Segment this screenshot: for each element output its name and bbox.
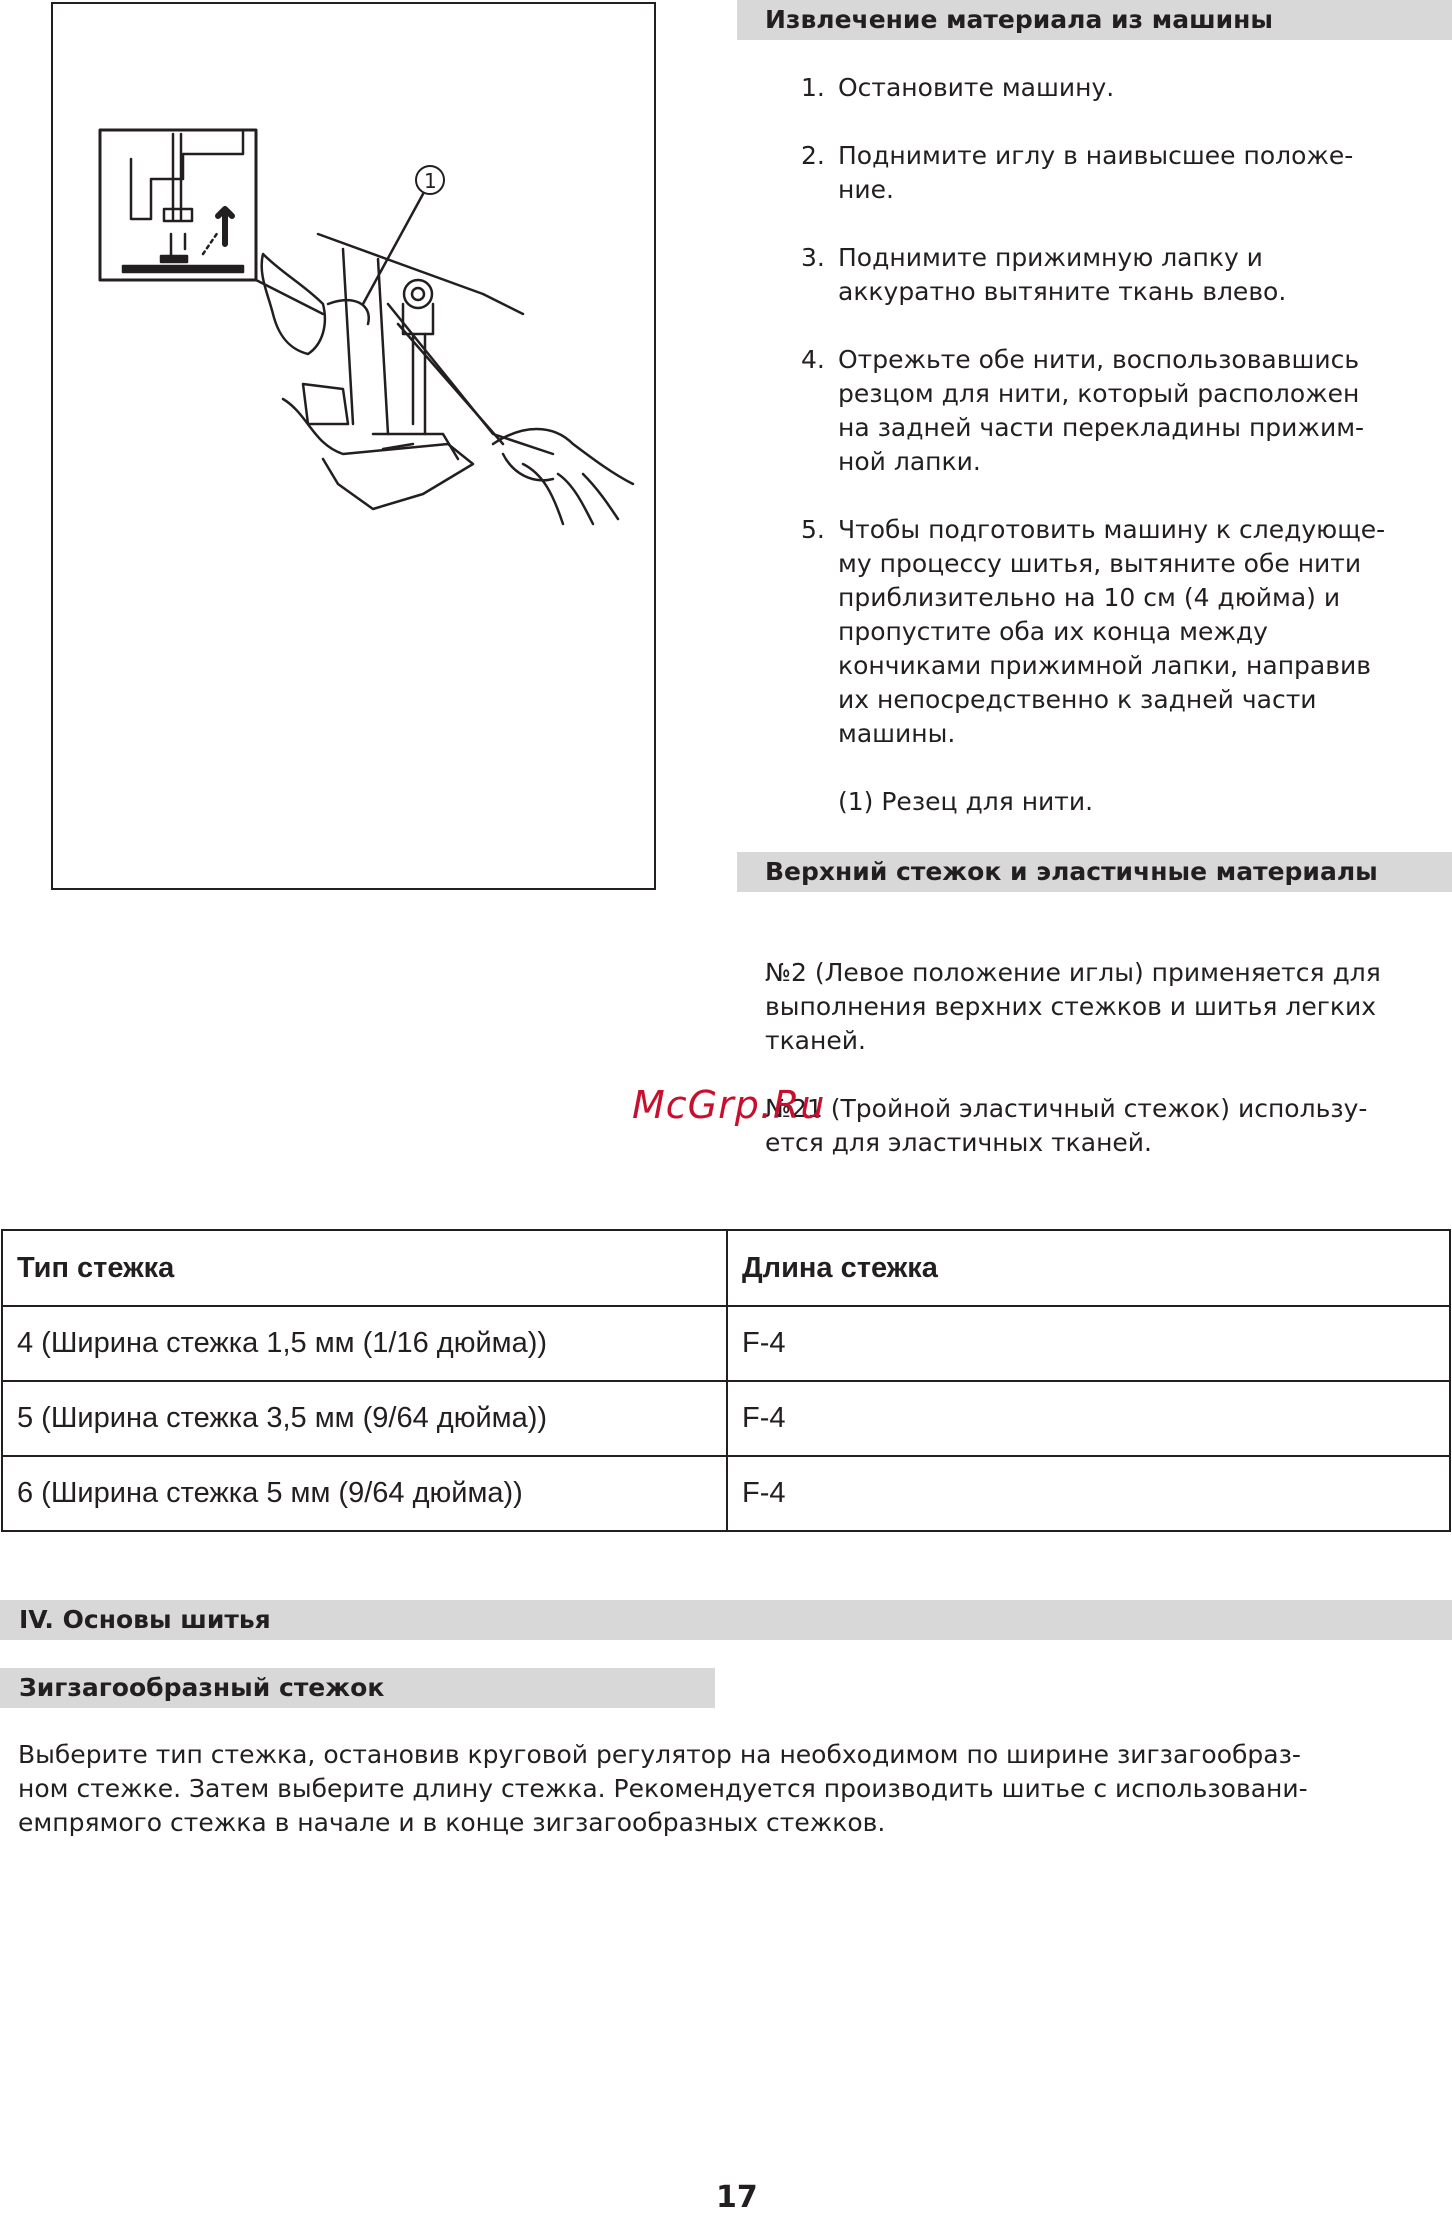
step-4 xyxy=(801,343,1441,479)
step-text: Чтобы подготовить машину к следующе- му процессу шитья, вытяните обе нити приблизительно на 10 см (4 дюйма) и пропустите оба их конца между кончиками прижимной лапки, направив их непосредственно к задней части машины. xyxy=(838,515,1386,748)
table-row xyxy=(2,1456,1450,1531)
section-header-remove-fabric: Извлечение материала из машины xyxy=(737,0,1452,40)
callout-number: 1 xyxy=(424,169,437,193)
step-text: Отрежьте обе нити, воспользовавшись резцом для нити, который расположен на задней части перекладины прижим- ной лапки. xyxy=(838,345,1365,476)
cell-stitch-type: 5 (Ширина стежка 3,5 мм (9/64 дюйма)) xyxy=(2,1381,727,1456)
cell-stitch-type: 4 (Ширина стежка 1,5 мм (1/16 дюйма)) xyxy=(2,1306,727,1381)
step-number: 4. xyxy=(801,345,825,374)
figure-note: (1) Резец для нити. xyxy=(838,787,1094,816)
table-header-row xyxy=(2,1230,1450,1306)
column-header-stitch-length: Длина стежка xyxy=(727,1230,1450,1306)
stitch-table xyxy=(1,1229,1451,1532)
topstitch-paragraph-2: №21 (Тройной эластичный стежок) использу- ется для эластичных тканей. xyxy=(765,1094,1368,1157)
step-5 xyxy=(801,513,1446,751)
illustration-frame xyxy=(51,2,656,890)
page-number: 17 xyxy=(716,2180,758,2215)
cell-stitch-length: F-4 xyxy=(727,1306,1450,1381)
step-text: Остановите машину. xyxy=(838,73,1115,102)
cell-stitch-length: F-4 xyxy=(727,1456,1450,1531)
topstitch-paragraph-1: №2 (Левое положение иглы) применяется для выполнения верхних стежков и шитья легких тканей. xyxy=(765,958,1381,1055)
watermark: McGrp.Ru xyxy=(632,1083,826,1127)
zigzag-paragraph: Выберите тип стежка, остановив круговой регулятор на необходимом по ширине зигзагообраз- ном стежке. Затем выберите длину стежка. Рекомендуется производить шитье с использовани- емпрямого стежка в начале и в конце зигзагообразных стежков. xyxy=(18,1740,1308,1837)
table-row xyxy=(2,1381,1450,1456)
step-number: 2. xyxy=(801,141,825,170)
step-number: 3. xyxy=(801,243,825,272)
section-header-zigzag: Зигзагообразный стежок xyxy=(0,1668,715,1708)
section-header-topstitch: Верхний стежок и эластичные материалы xyxy=(737,852,1452,892)
cell-stitch-type: 6 (Ширина стежка 5 мм (9/64 дюйма)) xyxy=(2,1456,727,1531)
step-text: Поднимите прижимную лапку и аккуратно вытяните ткань влево. xyxy=(838,243,1287,306)
column-header-stitch-type: Тип стежка xyxy=(2,1230,727,1306)
table-row xyxy=(2,1306,1450,1381)
sewing-machine-illustration xyxy=(53,4,658,892)
cell-stitch-length: F-4 xyxy=(727,1381,1450,1456)
step-number: 1. xyxy=(801,73,825,102)
step-2 xyxy=(801,139,1441,207)
step-1 xyxy=(801,71,1441,105)
step-text: Поднимите иглу в наивысшее положе- ние. xyxy=(838,141,1354,204)
step-number: 5. xyxy=(801,515,825,544)
chapter-header: IV. Основы шитья xyxy=(0,1600,1452,1640)
step-3 xyxy=(801,241,1441,309)
